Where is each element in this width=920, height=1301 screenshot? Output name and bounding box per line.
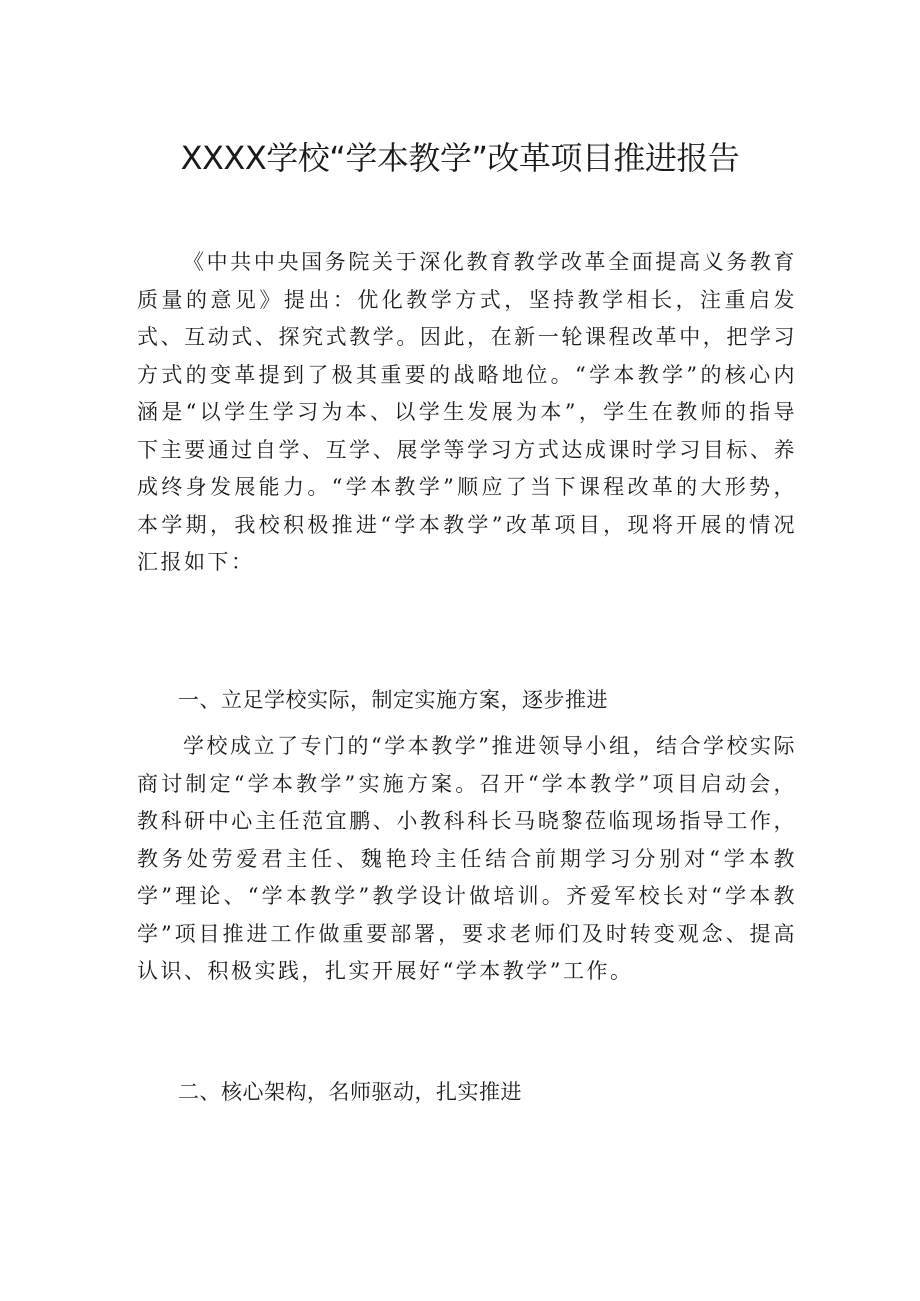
section-heading-1: 一、立足学校实际，制定实施方案，逐步推进 — [178, 688, 608, 712]
section-heading-2: 二、核心架构，名师驱动，扎实推进 — [178, 1080, 522, 1104]
intro-paragraph: 《中共中央国务院关于深化教育教学改革全面提高义务教育质量的意见》提出：优化教学方式，坚持教学相长，注重启发式、互动式、探究式教学。因此，在新一轮课程改革中，把学习方式的变革提到了极其重要的战略地位。“学本教学”的核心内涵是“以学生学习为本、以学生发展为本”，学生在教师的指导下主要通过自学、互学、展学等学习方式达成课时学习目标、养成终身发展能力。“学本教学”顺应了当下课程改革的大形势，本学期，我校积极推进“学本教学”改革项目，现将开展的情况汇报如下： — [137, 250, 797, 574]
section-1-paragraph: 学校成立了专门的“学本教学”推进领导小组，结合学校实际商讨制定“学本教学”实施方案。召开“学本教学”项目启动会，教科研中心主任范宜鹏、小教科科长马晓黎莅临现场指导工作，教务处劳爱君主任、魏艳玲主任结合前期学习分别对“学本教学”理论、“学本教学”教学设计做培训。齐爱军校长对“学本教学”项目推进工作做重要部署，要求老师们及时转变观念、提高认识、积极实践，扎实开展好“学本教学”工作。 — [137, 734, 797, 983]
document-title: XXXX学校“学本教学”改革项目推进报告 — [180, 139, 740, 177]
